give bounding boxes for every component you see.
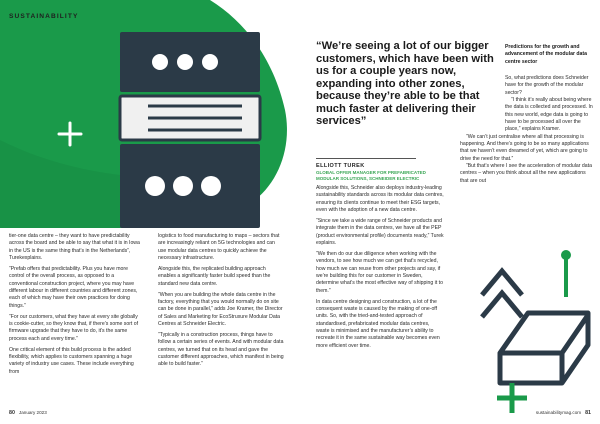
right-column-text <box>316 185 444 354</box>
paragraph: “But that’s where I see the acceleration of modular data centres – when you think about all the new applications that are out <box>460 163 592 184</box>
paragraph: “Typically in a construction process, things have to follow a certain series of events. And with modular data centres, we turned that on its head and gave the customer different approaches, which manifest in being able to build faster.” <box>158 331 284 368</box>
paragraph: Alongside this, the replicated building approach enables a significantly faster build speed than the standard new data centre. <box>158 265 271 287</box>
router-box-icon <box>500 313 588 383</box>
plus-icon <box>497 383 527 413</box>
paragraph: “Since we take a wide range of Schneider products and integrate them in the data centres, we have all the PEP (product environmental profile) documents ready,” Turek explains. <box>316 217 444 246</box>
page-number-right: 81 <box>585 410 591 416</box>
footer-left <box>9 410 47 416</box>
section-label: SUSTAINABILITY <box>9 13 79 20</box>
issue-date: January 2023 <box>18 410 47 415</box>
signal-chevrons-icon <box>482 271 522 317</box>
server-rack-icon <box>120 32 260 228</box>
footer-right <box>536 410 591 416</box>
router-illustration <box>470 235 595 415</box>
left-column-text <box>9 233 141 380</box>
antenna-icon <box>561 250 571 297</box>
paragraph: “I think it’s really about being where the data is collected and processed. In this new world, edge data is going to have to be processed all over the place,” explains Kramer. <box>505 97 593 133</box>
paragraph: “For our customers, what they have at every site globally is cookie-cutter, so they know that, if there’s some sort of firmware upgrade that they have to do, it’s the same process each and every time.” <box>9 313 139 342</box>
paragraph: So, what predictions does Schneider have for the growth of the modular sector? <box>505 75 589 96</box>
page-number-left: 80 <box>9 410 15 416</box>
quote-attribution-name: ELLIOTT TUREK <box>316 163 365 169</box>
paragraph: One critical element of this build process is the added flexibility, which applies to customers spanning a huge variety of industry use cases. These include everything from <box>9 346 134 375</box>
quote-divider <box>316 158 416 159</box>
sidebar-heading-text: Predictions for the growth and advancement of the modular data centre sector <box>505 44 587 65</box>
quote-attribution-role: GLOBAL OFFER MANAGER FOR PREFABRICATED MODULAR SOLUTIONS, SCHNEIDER ELECTRIC <box>316 170 426 181</box>
website: sustainabilitymag.com <box>535 410 582 415</box>
paragraph: In data centre designing and construction, a lot of the consequent waste is caused by the making of one-off units. So, with the tried-and-tested approach of standardised, prefabricated modular data centres, waste is minimised and the manufacturer’s ability to recreate it in the same sustainable way becomes even more efficient over time. <box>316 298 440 349</box>
pull-quote: “We’re seeing a lot of our bigger customers, which have been with us for a couple years now, expanding into other zones, because they’re able to be that much faster at delivering their services” <box>316 40 494 127</box>
paragraph: tier-one data centre – they want to have predictability across the board and be able to say that what it is in Iowa in the US is the same thing that’s in the Netherlands”, Turekexplains. <box>9 233 140 262</box>
paragraph: “Prefab offers that predictability. Plus you have more control of the overall process, as opposed to a conventional construction project, where you may have different labour in different countries and different zones, each of which may have their own practices for doing things.” <box>9 265 138 309</box>
paragraph: “When you are building the whole data centre in the factory, everything that you would normally do on site can be done in parallel,” adds Joe Kramer, the Director of Sales and Marketing for EcoStruxure Modular Data Centres at Schneider Electric. <box>158 291 283 327</box>
server-rack-illustration <box>0 0 300 230</box>
paragraph: “We can’t just centralise where all that processing is happening. And there’s going to be so many applications that we haven’t even dreamed of yet, which are going to drive the need for that.” <box>460 133 589 162</box>
paragraph: Alongside this, Schneider also deploys industry-leading sustainability standards across its modular data centres, ensuring its clients continue to meet their ESG targets, even with the adoption of a new data centre. <box>316 185 444 214</box>
sidebar-body <box>460 75 593 185</box>
paragraph: “We then do our due diligence when working with the vendors, to see how much we can get that’s recycled, how much we can reuse from other projects and say, if we’re building this for our customer in Sweden, determine what’s the most effective way of shipping it to them.” <box>316 250 443 294</box>
sidebar-heading <box>505 44 593 66</box>
paragraph: logistics to food manufacturing to maps – sectors that are increasingly reliant on 5G technologies and can use modular data centres to quickly achieve the necessary infrastructure. <box>158 233 280 262</box>
middle-column-text <box>158 233 284 372</box>
